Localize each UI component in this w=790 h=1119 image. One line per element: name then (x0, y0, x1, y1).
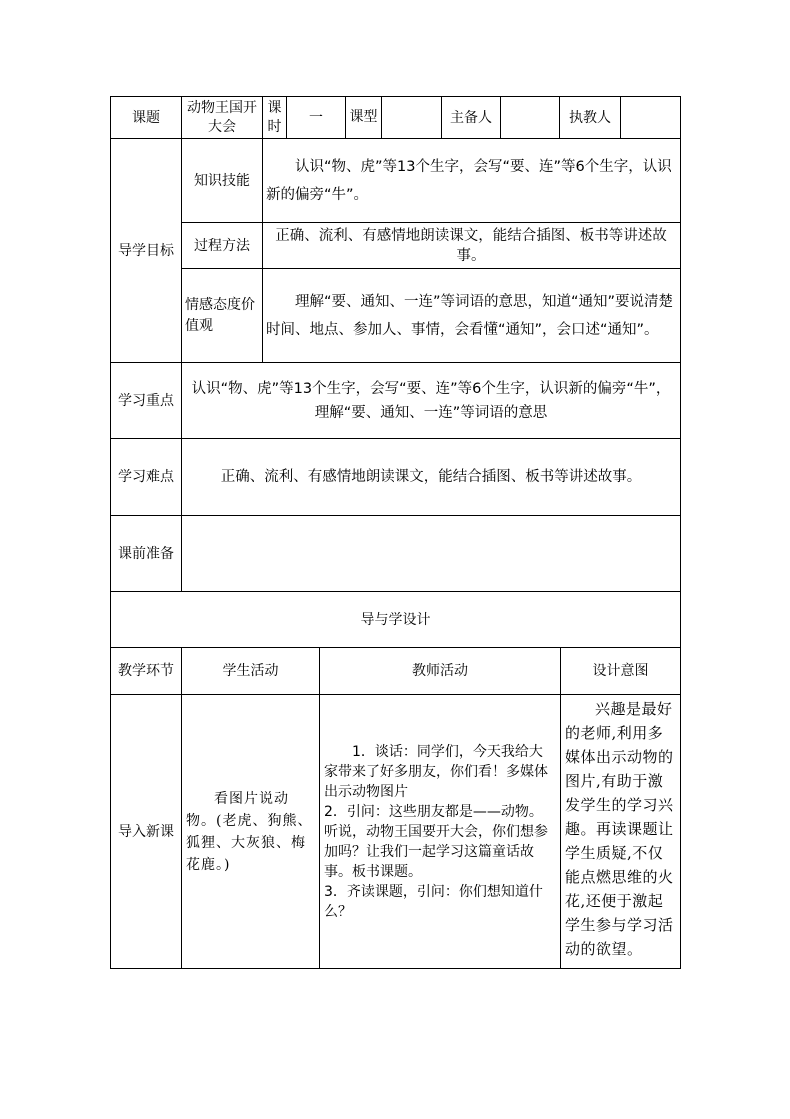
row-student: 看图片说动物。(老虎、狗熊、狐狸、大灰狼、梅花鹿。) (186, 790, 313, 873)
key-points-text: 认识“物、虎”等13个生字，会写“要、连”等6个生字，认识新的偏旁“牛”，理解“要、通知、一连”等词语的意思 (191, 380, 671, 421)
knowledge-label: 知识技能 (194, 172, 250, 189)
col-stage: 教学环节 (118, 663, 174, 679)
difficulties-label: 学习难点 (118, 469, 174, 485)
col-intent: 设计意图 (592, 663, 649, 679)
hours-value: 一 (309, 109, 323, 126)
type-value (382, 97, 441, 138)
difficulties-text: 正确、流利、有感情地朗读课文，能结合插图、板书等讲述故事。 (220, 469, 642, 485)
row-intent: 兴趣是最好的老师,利用多媒体出示动物的图片,有助于激发学生的学习兴趣。再读课题让学生质疑,不仅能点燃思维的火花,还便于激起学生参与学习活动的欲望。 (565, 700, 674, 958)
teacher-step-1: 1．谈话：同学们，今天我给大家带来了好多朋友，你们看！多媒体出示动物图片 (324, 743, 548, 800)
topic-label: 课题 (132, 109, 160, 126)
row-teacher (324, 742, 556, 922)
preparer-value (501, 97, 559, 138)
emotion-label: 情感态度价值观 (185, 296, 255, 334)
topic-value: 动物王国开大会 (187, 99, 257, 135)
teacher-label: 执教人 (569, 109, 611, 126)
type-label: 课型 (349, 109, 378, 125)
preparation-text (183, 516, 679, 591)
preparation-label: 课前准备 (118, 545, 174, 562)
emotion-text: 理解“要、通知、一连”等词语的意思，知道“通知”要说清楚时间、地点、参加人、事情，会看懂“通知”，会口述“通知”。 (266, 293, 674, 338)
teacher-step-2: 2．引问：这些朋友都是——动物。听说，动物王国要开大会，你们想参加吗？让我们一起学习这篇童话故事。板书课题。 (324, 803, 548, 880)
col-teacher: 教师活动 (412, 663, 468, 679)
process-text: 正确、流利、有感情地朗读课文，能结合插图、板书等讲述故事。 (275, 227, 667, 264)
goals-label: 导学目标 (118, 242, 174, 259)
teacher-value (621, 97, 680, 138)
key-points-label: 学习重点 (118, 392, 174, 409)
col-student: 学生活动 (222, 663, 279, 679)
preparer-label: 主备人 (450, 109, 492, 126)
teacher-step-3: 3．齐读课题，引问：你们想知道什么？ (324, 883, 543, 920)
design-title: 导与学设计 (360, 611, 431, 628)
row-stage: 导入新课 (118, 823, 174, 840)
process-label: 过程方法 (194, 237, 250, 254)
knowledge-text: 认识“物、虎”等13个生字，会写“要、连”等6个生字，认识新的偏旁“牛”。 (266, 158, 672, 203)
hours-label: 课时 (267, 99, 282, 135)
